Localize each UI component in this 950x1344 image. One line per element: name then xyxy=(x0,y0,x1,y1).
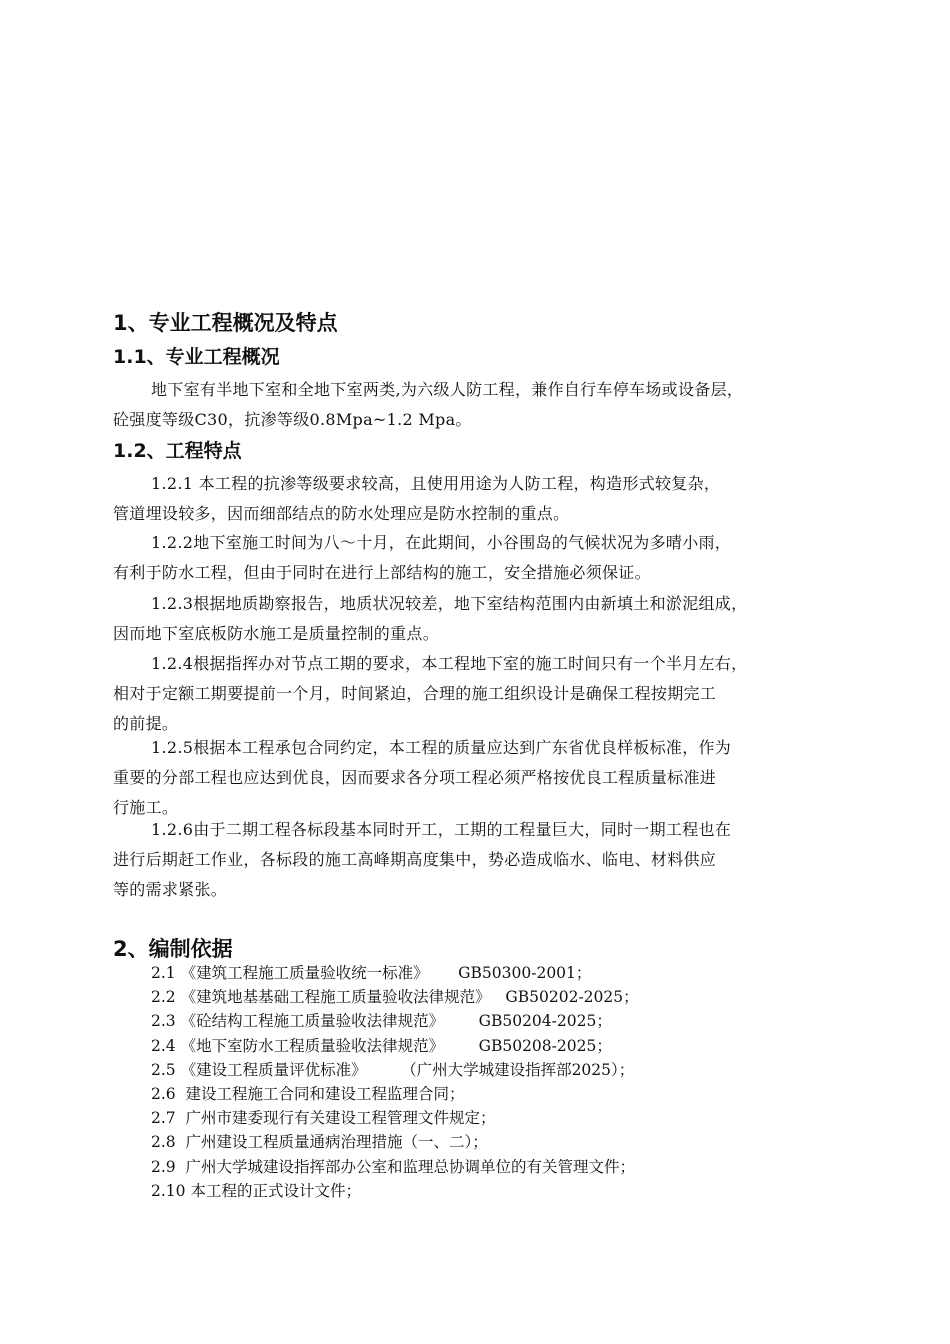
feature-item-1-2-5 xyxy=(113,733,843,823)
paragraph-line: 进行后期赶工作业，各标段的施工高峰期高度集中，势必造成临水、临电、材料供应 xyxy=(113,850,717,869)
feature-item-1-2-1 xyxy=(113,469,843,529)
paragraph-line: 重要的分部工程也应达到优良，因而要求各分项工程必须严格按优良工程质量标准进 xyxy=(113,768,717,787)
section-1-1-paragraph xyxy=(113,375,843,435)
paragraph-line: 1.2.1 本工程的抗渗等级要求较高，且使用用途为人防工程，构造形式较复杂， xyxy=(151,474,721,493)
feature-item-1-2-2 xyxy=(113,528,843,588)
paragraph-line: 有利于防水工程，但由于同时在进行上部结构的施工，安全措施必须保证。 xyxy=(113,563,651,582)
reference-item: 2.2 《建筑地基基础工程施工质量验收法律规范》 GB50202-2025； xyxy=(151,988,639,1007)
section-1-1-heading: 1.1、专业工程概况 xyxy=(113,346,280,368)
reference-item: 2.9 广州大学城建设指挥部办公室和监理总协调单位的有关管理文件； xyxy=(151,1157,636,1176)
section-1-heading: 1、专业工程概况及特点 xyxy=(113,311,338,335)
paragraph-line: 等的需求紧张。 xyxy=(113,880,228,899)
reference-list xyxy=(151,961,639,1203)
paragraph-line: 行施工。 xyxy=(113,798,179,817)
reference-item: 2.8 广州建设工程质量通病治理措施（一、二）； xyxy=(151,1133,488,1152)
paragraph-line: 因而地下室底板防水施工是质量控制的重点。 xyxy=(113,624,440,643)
paragraph-line: 1.2.3根据地质勘察报告，地质状况较差，地下室结构范围内由新填土和淤泥组成， xyxy=(151,594,748,613)
feature-item-1-2-6 xyxy=(113,815,843,905)
reference-item: 2.3 《砼结构工程施工质量验收法律规范》 GB50204-2025； xyxy=(151,1012,612,1031)
paragraph-line: 砼强度等级C30，抗渗等级0.8Mpa~1.2 Mpa。 xyxy=(113,410,472,429)
paragraph-line: 地下室有半地下室和全地下室两类,为六级人防工程，兼作自行车停车场或设备层， xyxy=(151,380,744,399)
section-1-2-heading: 1.2、工程特点 xyxy=(113,440,242,462)
paragraph-line: 相对于定额工期要提前一个月，时间紧迫，合理的施工组织设计是确保工程按期完工 xyxy=(113,684,717,703)
paragraph-line: 1.2.5根据本工程承包合同约定，本工程的质量应达到广东省优良样板标准，作为 xyxy=(151,738,732,757)
paragraph-line: 1.2.4根据指挥办对节点工期的要求，本工程地下室的施工时间只有一个半月左右， xyxy=(151,654,748,673)
paragraph-line: 的前提。 xyxy=(113,714,179,733)
reference-item: 2.4 《地下室防水工程质量验收法律规范》 GB50208-2025； xyxy=(151,1036,612,1055)
reference-item: 2.7 广州市建委现行有关建设工程管理文件规定； xyxy=(151,1109,496,1128)
reference-item: 2.5 《建设工程质量评优标准》 （广州大学城建设指挥部2025）； xyxy=(151,1060,635,1079)
paragraph-line: 1.2.6由于二期工程各标段基本同时开工，工期的工程量巨大，同时一期工程也在 xyxy=(151,820,732,839)
feature-item-1-2-3 xyxy=(113,589,843,649)
feature-item-1-2-4 xyxy=(113,649,843,739)
section-2-heading: 2、编制依据 xyxy=(113,937,233,961)
paragraph-line: 1.2.2地下室施工时间为八～十月，在此期间，小谷围岛的气候状况为多晴小雨， xyxy=(151,533,732,552)
reference-item: 2.10 本工程的正式设计文件； xyxy=(151,1181,361,1200)
reference-item: 2.6 建设工程施工合同和建设工程监理合同； xyxy=(151,1085,465,1104)
reference-item: 2.1 《建筑工程施工质量验收统一标准》 GB50300-2001； xyxy=(151,964,592,982)
paragraph-line: 管道埋设较多，因而细部结点的防水处理应是防水控制的重点。 xyxy=(113,504,570,523)
